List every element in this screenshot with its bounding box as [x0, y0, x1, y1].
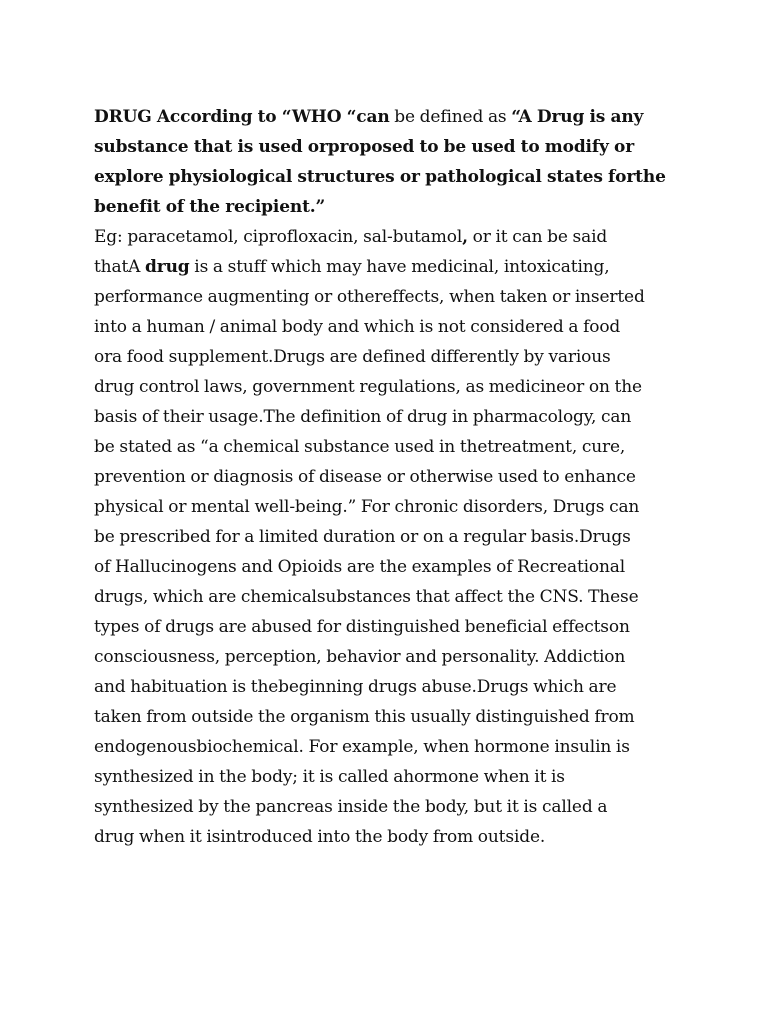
bold-text-run: drug [145, 257, 190, 277]
text-run: be stated as “a chemical substance used in thetreatment, cure, [94, 437, 626, 457]
text-line [94, 702, 676, 732]
text-line [94, 162, 676, 192]
text-run: basis of their usage.The definition of drug in pharmacology, can [94, 407, 632, 427]
text-line [94, 672, 676, 702]
text-run: performance augmenting or othereffects, when taken or inserted [94, 287, 645, 307]
text-line [94, 522, 676, 552]
text-line [94, 432, 676, 462]
text-line [94, 132, 676, 162]
text-line [94, 492, 676, 522]
text-run: be defined as [389, 107, 512, 127]
text-line [94, 642, 676, 672]
text-line [94, 462, 676, 492]
text-run: drug when it isintroduced into the body from outside. [94, 827, 546, 847]
text-run: consciousness, perception, behavior and personality. Addiction [94, 647, 626, 667]
text-line [94, 282, 676, 312]
text-line [94, 192, 676, 222]
text-run: endogenousbiochemical. For example, when hormone insulin is [94, 737, 630, 757]
text-run: taken from outside the organism this usually distinguished from [94, 707, 635, 727]
text-line [94, 252, 676, 282]
text-line [94, 342, 676, 372]
text-line [94, 312, 676, 342]
bold-text-run: DRUG According to “WHO “can [94, 107, 390, 127]
text-run: and habituation is thebeginning drugs abuse.Drugs which are [94, 677, 617, 697]
drug-definition-paragraph [94, 102, 676, 852]
text-run: synthesized by the pancreas inside the body, but it is called a [94, 797, 608, 817]
text-run: of Hallucinogens and Opioids are the examples of Recreational [94, 557, 626, 577]
text-run: drug control laws, government regulations, as medicineor on the [94, 377, 642, 397]
text-run: into a human / animal body and which is not considered a food [94, 317, 621, 337]
text-run: physical or mental well-being.” For chronic disorders, Drugs can [94, 497, 640, 517]
bold-text-run: , [462, 227, 468, 247]
text-run: drugs, which are chemicalsubstances that affect the CNS. These [94, 587, 639, 607]
text-run: or it can be said [467, 227, 608, 247]
text-run: be prescribed for a limited duration or on a regular basis.Drugs [94, 527, 631, 547]
text-line [94, 102, 676, 132]
bold-text-run: benefit of the recipient.” [94, 197, 326, 217]
text-line [94, 402, 676, 432]
text-run: thatA [94, 257, 146, 277]
text-line [94, 552, 676, 582]
text-run: synthesized in the body; it is called ahormone when it is [94, 767, 565, 787]
text-line [94, 222, 676, 252]
text-run: Eg: paracetamol, ciprofloxacin, sal-butamol [94, 227, 463, 247]
bold-text-run: substance that is used orproposed to be used to modify or [94, 137, 635, 157]
text-run: ora food supplement.Drugs are defined differently by various [94, 347, 611, 367]
text-line [94, 582, 676, 612]
text-line [94, 612, 676, 642]
text-line [94, 732, 676, 762]
text-line [94, 822, 676, 852]
text-line [94, 372, 676, 402]
bold-text-run: “A Drug is any [511, 107, 644, 127]
bold-text-run: explore physiological structures or pathological states forthe [94, 167, 666, 187]
text-line [94, 762, 676, 792]
text-line [94, 792, 676, 822]
text-run: types of drugs are abused for distinguished beneficial effectson [94, 617, 630, 637]
text-run: is a stuff which may have medicinal, intoxicating, [189, 257, 610, 277]
text-run: prevention or diagnosis of disease or otherwise used to enhance [94, 467, 636, 487]
